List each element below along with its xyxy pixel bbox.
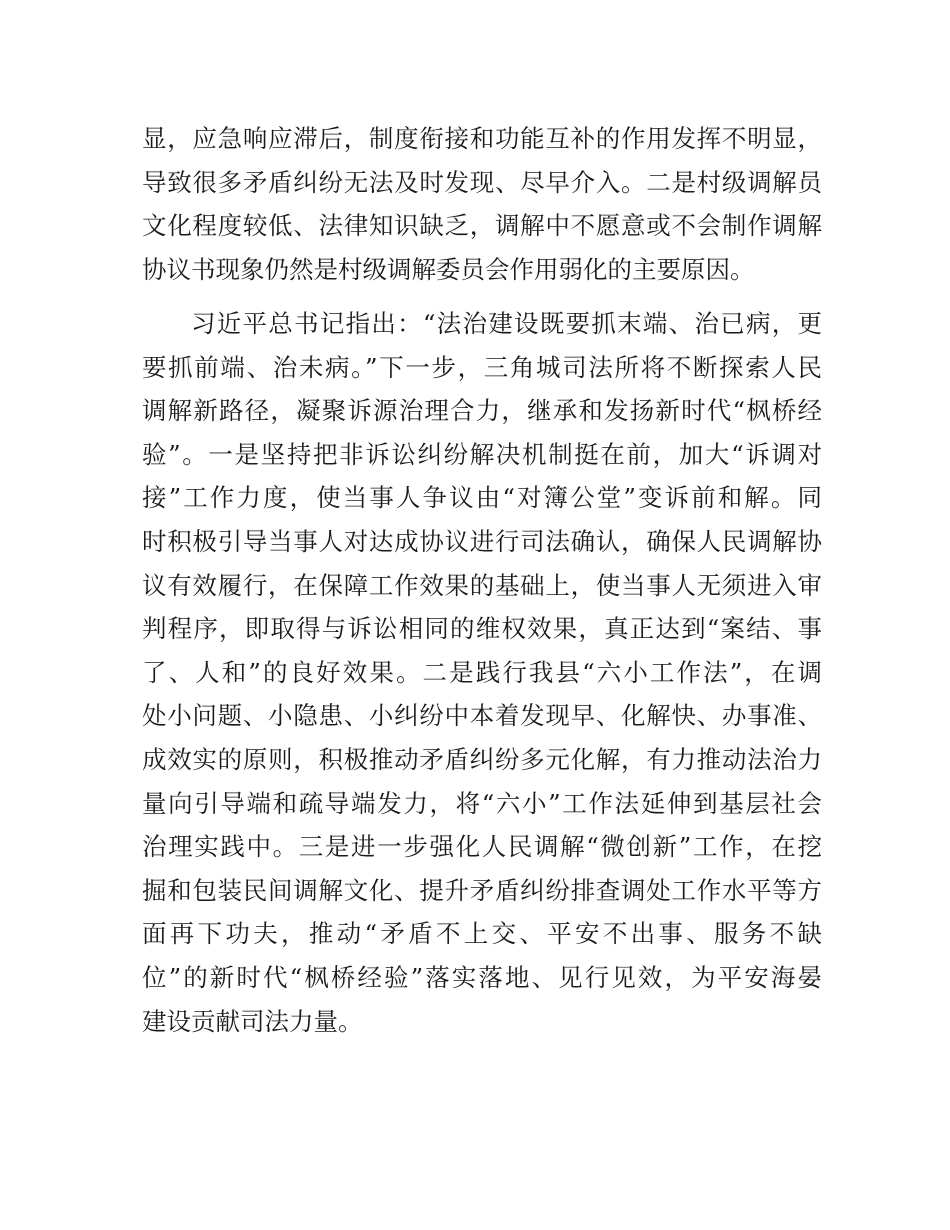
text-line: 位”的新时代“枫桥经验”落实落地、见行见效，为平安海晏 bbox=[142, 962, 822, 992]
text-line: 显，应急响应滞后，制度衔接和功能互补的作用发挥不明显， bbox=[142, 124, 822, 153]
text-line: 量向引导端和疏导端发力，将“六小”工作法延伸到基层社会 bbox=[142, 788, 822, 818]
text-line: 文化程度较低、法律知识缺乏，调解中不愿意或不会制作调解 bbox=[142, 211, 822, 241]
text-line: 判程序，即取得与诉讼相同的维权效果，真正达到“案结、事 bbox=[142, 614, 822, 644]
text-line: 协议书现象仍然是村级调解委员会作用弱化的主要原因。 bbox=[142, 254, 755, 284]
text-line: 习近平总书记指出：“法治建设既要抓末端、治已病，更 bbox=[191, 309, 822, 338]
text-line: 要抓前端、治未病。”下一步，三角城司法所将不断探索人民 bbox=[142, 352, 822, 382]
text-line: 验”。一是坚持把非诉讼纠纷解决机制挺在前，加大“诉调对 bbox=[142, 439, 822, 469]
paragraph-1 bbox=[142, 117, 822, 291]
text-line: 面再下功夫，推动“矛盾不上交、平安不出事、服务不缺 bbox=[142, 919, 822, 949]
text-line: 时积极引导当事人对达成协议进行司法确认，确保人民调解协 bbox=[142, 526, 822, 556]
text-line: 接”工作力度，使当事人争议由“对簿公堂”变诉前和解。同 bbox=[142, 483, 822, 513]
text-line: 调解新路径，凝聚诉源治理合力，继承和发扬新时代“枫桥经 bbox=[142, 396, 822, 426]
text-line: 议有效履行，在保障工作效果的基础上，使当事人无须进入审 bbox=[142, 570, 822, 600]
text-line: 掘和包装民间调解文化、提升矛盾纠纷排查调处工作水平等方 bbox=[142, 875, 822, 905]
text-line: 建设贡献司法力量。 bbox=[142, 1006, 363, 1036]
text-line: 导致很多矛盾纠纷无法及时发现、尽早介入。二是村级调解员 bbox=[142, 167, 822, 197]
text-line: 了、人和”的良好效果。二是践行我县“六小工作法”，在调 bbox=[142, 657, 822, 687]
text-line: 治理实践中。三是进一步强化人民调解“微创新”工作，在挖 bbox=[142, 832, 822, 862]
paragraph-2 bbox=[142, 302, 822, 1043]
text-line: 成效实的原则，积极推动矛盾纠纷多元化解，有力推动法治力 bbox=[142, 744, 822, 774]
text-line: 处小问题、小隐患、小纠纷中本着发现早、化解快、办事准、 bbox=[142, 701, 822, 731]
